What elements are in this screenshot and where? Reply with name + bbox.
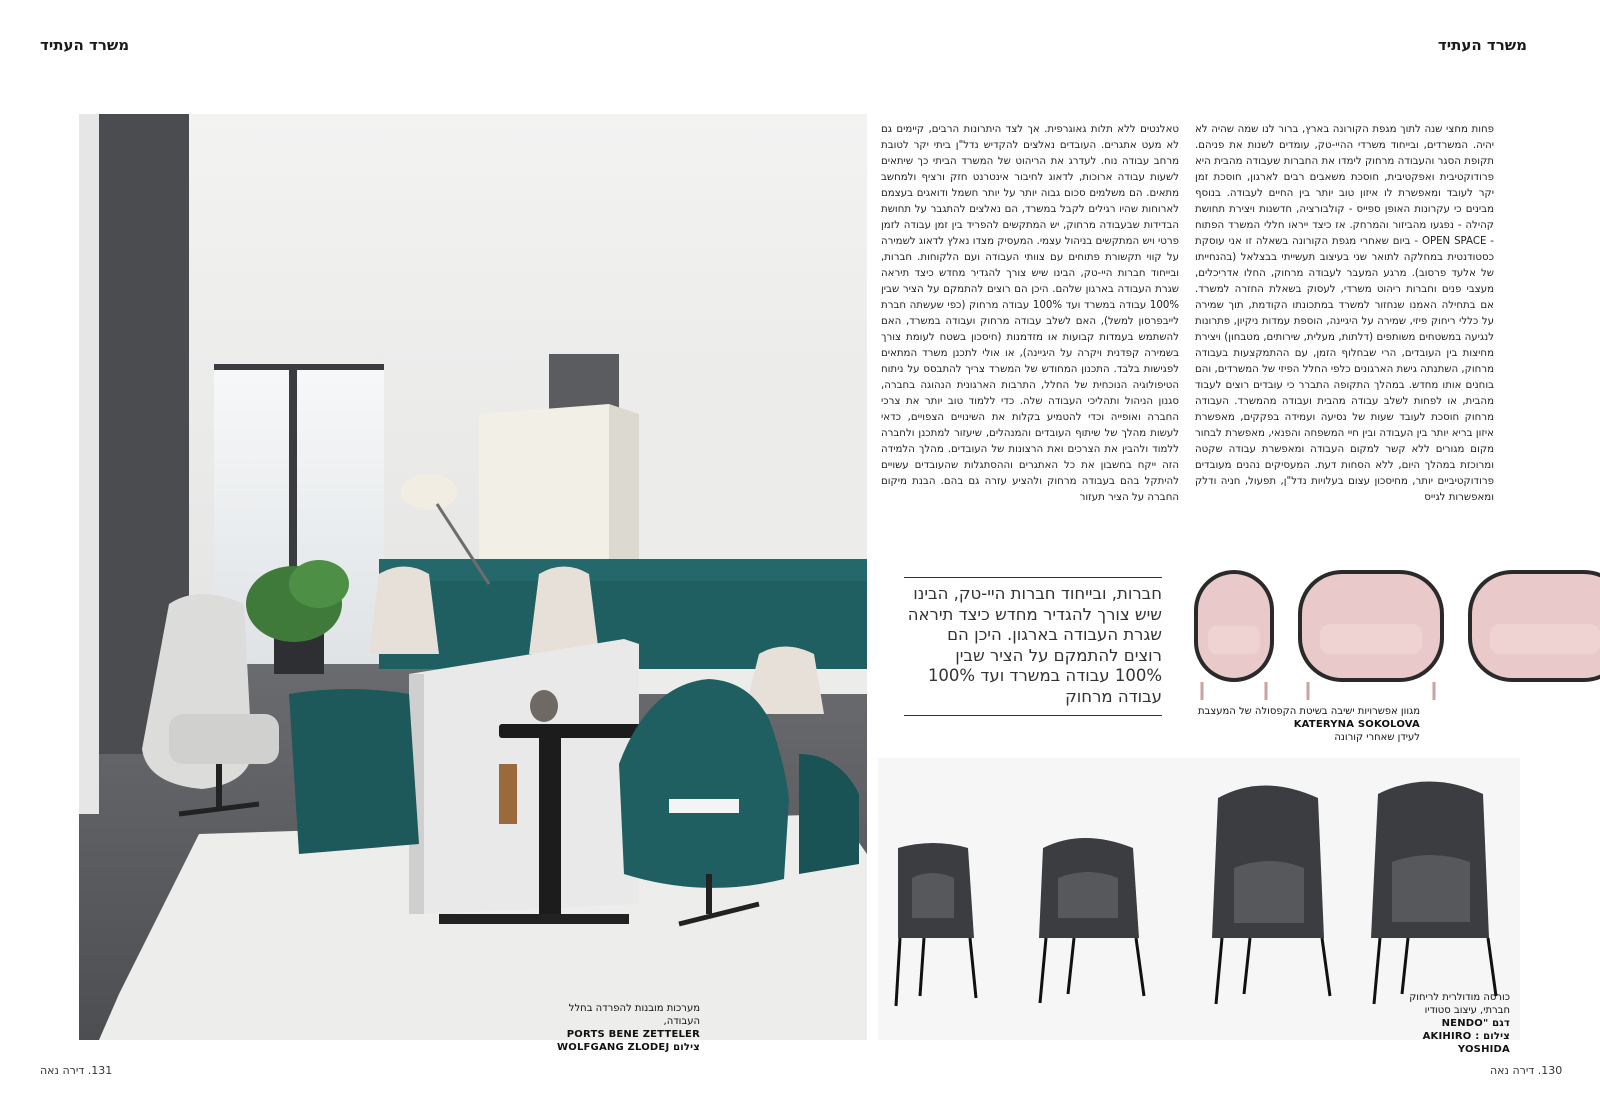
caption-line: מגוון אפשרויות ישיבה בשיטת הקפסולה של המעצבת — [1197, 706, 1420, 717]
article-text: פחות מחצי שנה לתוך מגפת הקורונה בארץ, ברור לנו שמה שהיה לא יהיה. המשרדים, ובייחוד משרדי ההיי-טק, עומדים לשנות את פניהם. תקופת הסגר והעבודה מרחוק לימדו את החברות שעבודה מהבית היא פרודוקטיבית ואפקטיבית, חוסכת משאבים רבים לארגון, חוסכת זמן יקר לעובד ומאפשרת לו איזון טוב יותר בין החיים לעבודה. בנוסף מבינים כי עקרונות האופן ספייס - קולבורציה, חדשנות ויצירת תחושת קהילה - נפגעו מהביזור והמרחק. אז כיצד ייראו חללי המשרד הפתוח - OPEN SPACE - ביום שאחרי מגפת הקורונה בשאלה זו אני עוסקת כסטודנטית במחלקה לתואר שני בעיצוב תעשייתי בבצלאל (בהנחייתו של אלעד פרסוב). מרגע המעבר לעבודה מרחוק, החלו אדריכלים, מעצבי פנים וחברות ריהוט משרדי, לעסוק בשאלת החזרה למשרד. אם בתחילה האמנו שנחזור למשרד במתכונתו הקודמת, תוך שמירה על כללי ריחוק פיזי, שמירה על היגיינה, הוספת עמדות ניקיון, פתרונות לנגיעה במשטחים משותפים (דלתות, מעלית, שירותים, מטבחון) ויצירת מחיצות בין העובדים, הרי שבחלוף הזמן, עם ההתמקצעות בעבודה מרחוק, השתנתה גישת הארגונים כלפי החלל הפיזי של המשרדים, והם בוחנים אותו מחדש. במהלך התקופה התברר כי עובדים רוצים לעבוד מהבית, או לפחות לשלב עבודה מהבית ועבודה מהמשרד. העבודה מרחוק חוסכת לעובד שעות של נסיעה ועמידה בפקקים, מאפשרת איזון בריא יותר בין העבודה ובין חיי המשפחה והפנאי, מאפשרת לבחור מקום מגורים ללא קשר למקום העבודה ומאפשרת עבודה שקטה ומרוכזת במהלך היום, ללא הסחות דעת. המעסיקים נהנים מעובדים פרודוקטיביים יותר, מחיסכון עצום בעלויות נדל"ן, תפעול, חניה ודלק ומאפשרות לגייס — [1195, 124, 1494, 503]
article-column-right — [1195, 122, 1494, 526]
capsule-photo-caption — [1160, 705, 1420, 744]
left-page-header: משרד העתיד — [40, 36, 130, 54]
left-page-folio: 131. דירה נאה — [40, 1064, 113, 1077]
pull-quote: חברות, ובייחוד חברות היי-טק, הבינו שיש צורך להגדיר מחדש כיצד תיראה שגרת העבודה בארגון. היכן הם רוצים להתמקם על הציר שבין 100% עבודה במשרד ועד 100% עבודה מרחוק — [904, 577, 1162, 716]
armchairs-photo-caption — [1380, 991, 1510, 1056]
caption-line: חברתי, עיצוב סטודיו — [1424, 1005, 1510, 1016]
caption-line: לעידן שאחרי קורונה — [1334, 732, 1420, 743]
caption-line: כורסה מודולרית לריחוק — [1409, 992, 1510, 1003]
caption-line: צילום : AKIHIRO YOSHIDA — [1422, 1031, 1510, 1055]
caption-line: דגם "NENDO — [1441, 1018, 1510, 1029]
caption-line: מערכות מובנות להפרדה בחלל העבודה, — [568, 1003, 700, 1027]
capsule-seating-photo — [1190, 566, 1600, 704]
article-column-left — [881, 122, 1179, 526]
article-text: טאלנטים ללא תלות גאוגרפית. אך לצד היתרונות הרבים, קיימים גם לא מעט אתגרים. העובדים נאלצים להקדיש נדל"ן ביתי יקר לטובת מרחב עבודה נוח. לעדרג את הריהוט של המשרד הביתי כך שיתאים לשעות עבודה ארוכות, לדאוג לחיבור אינטרנט חזק ורציף ולמחשב מתאים. הם משלמים סכום גבוה יותר על יותר חשמל ודואגים בעצמם לארוחות שהיו רגילים לקבל במשרד, הם נאלצים להתגבר על תחושת הבדידות שבעבודה מרחוק, יש המתקשים להפריד בין זמן עבודה לזמן פרטי ויש המתקשים בניהול עצמי. המעסיק מצדו נאלץ לדאוג לשמירה על קווי תקשורת פתוחים עם צוותי העבודה ועם הלקוחות. חברות, ובייחוד חברות היי-טק, הבינו שיש צורך להגדיר מחדש כיצד תיראה שגרת העבודה בארגון שלהם. היכן הם רוצים להתמקם על הציר שבין 100% עבודה במשרד ועד 100% עבודה מרחוק (כפי שעשתה חברת לייבפרסון למשל), האם לשלב עבודה מרחוק ועבודה במשרד, האם להשתמש בעמדות קבועות או מזדמנות (חיסכון בשטח לעומת צורך בשמירה קפדנית ויקרה על היגיינה), או אולי לתכנן משרד המתאים לפגישות בלבד. התכנון המחודש של המשרד צריך להתבסס על ניתוח הטיפולוגיה הנוכחית של החלל, התרבות הארגונית הנהוגה בחברה, סגנון הניהול ותהליכי העבודה שלה. כדי ללמוד טוב יותר את צרכי החברה ואופייה וכדי להטמיע בקלות את השינויים הצפויים, כדאי לעשות מהלך של שיתוף העובדים והמנהלים, שיעזור למתכנן ולחברה ללמוד ולהבין את הצרכים ואת הרצונות של העובדים. מהלך הלמידה הזה ייקח בחשבון את כל האתגרים וההסתגלות שהעובדים עשויים להיתקל בהם בעבודה מרחוק ולהציע עזרה גם בהם. הבנת מיקום החברה על הציר תעזור — [881, 124, 1179, 503]
right-page-folio: 130. דירה נאה — [1490, 1064, 1563, 1077]
caption-line: KATERYNA SOKOLOVA — [1293, 719, 1420, 730]
right-page-header: משרד העתיד — [1437, 36, 1527, 54]
main-photo-caption — [540, 1002, 700, 1054]
caption-line: PORTS BENE ZETTELER — [566, 1029, 700, 1040]
office-lounge-photo — [79, 114, 867, 1040]
caption-line: צילום WOLFGANG ZLODEJ — [557, 1042, 700, 1053]
